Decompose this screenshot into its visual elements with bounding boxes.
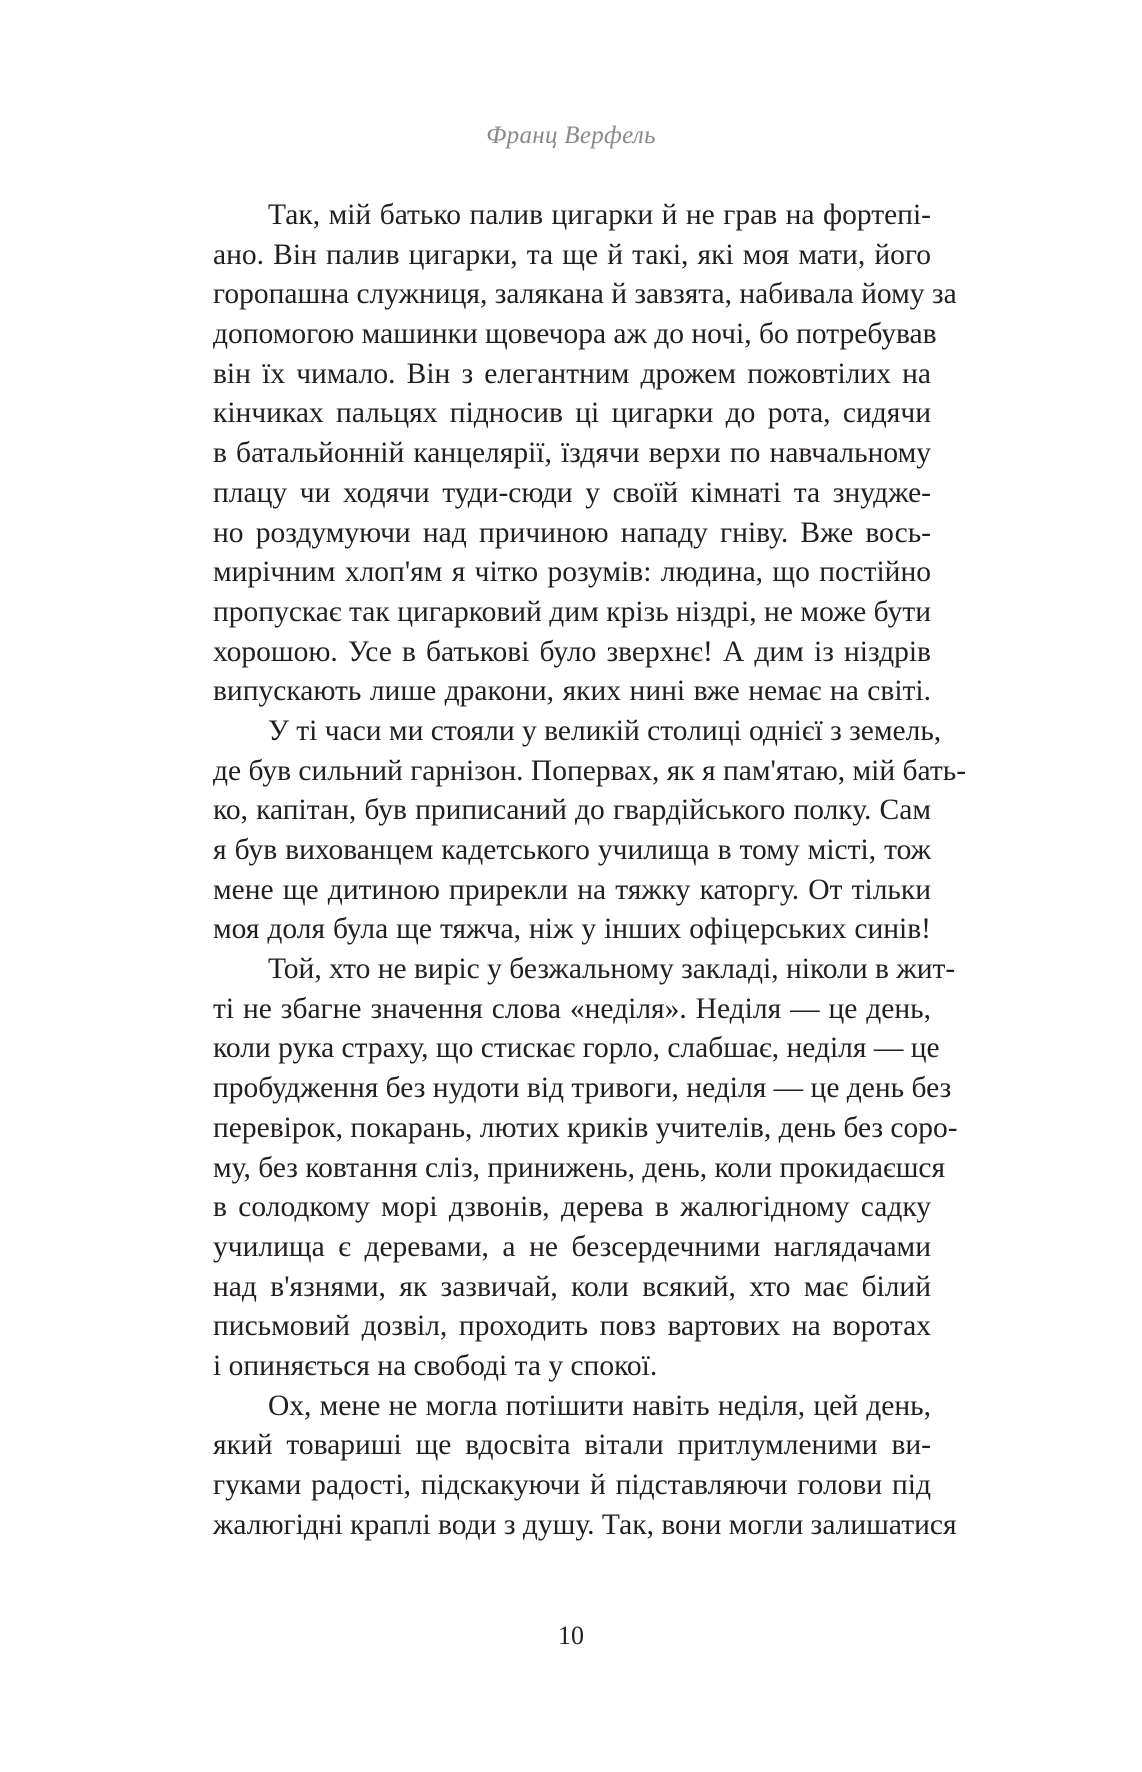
page-number: 10 <box>558 1621 584 1650</box>
text-line: му, без ковтання сліз, принижень, день, коли прокидаєшся <box>213 1151 946 1184</box>
text-line: коли рука страху, що стискає горло, слабшає, неділя — це <box>213 1032 940 1065</box>
text-line: і опиняється на свободі та у спокої. <box>213 1349 658 1382</box>
text-line: над в'язнями, як зазвичай, коли всякий, хто має білий <box>213 1270 931 1303</box>
text-line: гуками радості, підскакуючи й підставляючи голови під <box>213 1469 931 1501</box>
text-line: плацу чи ходячи туди-сюди у своїй кімнаті та знудже- <box>213 476 931 509</box>
text-line: хорошою. Усе в батькові було зверхнє! А дим із ніздрів <box>213 635 931 668</box>
text-line: Ох, мене не могла потішити навіть неділя, цей день, <box>268 1389 931 1422</box>
text-line: но роздумуючи над причиною нападу гніву. Вже вось- <box>213 516 931 549</box>
text-line: училища є деревами, а не безсердечними наглядачами <box>213 1230 931 1263</box>
text-line: У ті часи ми стояли у великій столиці однієї з земель, <box>268 714 942 747</box>
body-text <box>213 196 967 1545</box>
text-line: ко, капітан, був приписаний до гвардійського полку. Сам <box>213 794 931 827</box>
running-head-author: Франц Верфель <box>486 122 656 149</box>
text-line: горопашна служниця, залякана й завзята, набивала йому за <box>213 278 957 311</box>
text-line: пропускає так цигарковий дим крізь ніздрі, не може бути <box>213 595 931 628</box>
text-line: мене ще дитиною прирекли на тяжку каторгу. От тільки <box>213 873 931 906</box>
text-line: моя доля була ще тяжча, ніж у інших офіцерських синів! <box>213 913 931 946</box>
text-line: пробудження без нудоти від тривоги, неділя — це день без <box>213 1072 952 1105</box>
text-line: в батальйонній канцелярії, їздячи верхи по навчальному <box>213 437 931 470</box>
text-line: допомогою машинки щовечора аж до ночі, бо потребував <box>213 318 937 351</box>
text-line: я був вихованцем кадетського училища в тому місті, тож <box>213 834 931 866</box>
text-line: який товариші ще вдосвіта вітали притлумленими ви- <box>213 1429 931 1462</box>
text-line: в солодкому морі дзвонів, дерева в жалюгідному садку <box>213 1191 931 1224</box>
text-line: Той, хто не виріс у безжальному закладі, ніколи в жит- <box>268 953 956 986</box>
text-line: Так, мій батько палив цигарки й не грав на фортепі- <box>268 199 931 231</box>
text-line: ано. Він палив цигарки, та ще й такі, які моя мати, його <box>213 238 931 271</box>
text-line: кінчиках пальцях підносив ці цигарки до рота, сидячи <box>213 397 931 430</box>
text-line: він їх чимало. Він з елегантним дрожем пожовтілих на <box>213 357 931 390</box>
text-line: перевірок, покарань, лютих криків учителів, день без соро- <box>213 1111 958 1144</box>
text-line: де був сильний гарнізон. Попервах, як я пам'ятаю, мій бать- <box>213 754 967 787</box>
text-line: жалюгідні краплі води з душу. Так, вони могли залишатися <box>213 1508 957 1541</box>
text-line: мирічним хлоп'ям я чітко розумів: людина, що постійно <box>213 556 931 589</box>
text-line: письмовий дозвіл, проходить повз вартових на воротах <box>213 1310 931 1343</box>
text-line: ті не збагне значення слова «неділя». Неділя — це день, <box>213 992 931 1025</box>
text-line: випускають лише дракони, яких нині вже немає на світі. <box>213 675 931 708</box>
